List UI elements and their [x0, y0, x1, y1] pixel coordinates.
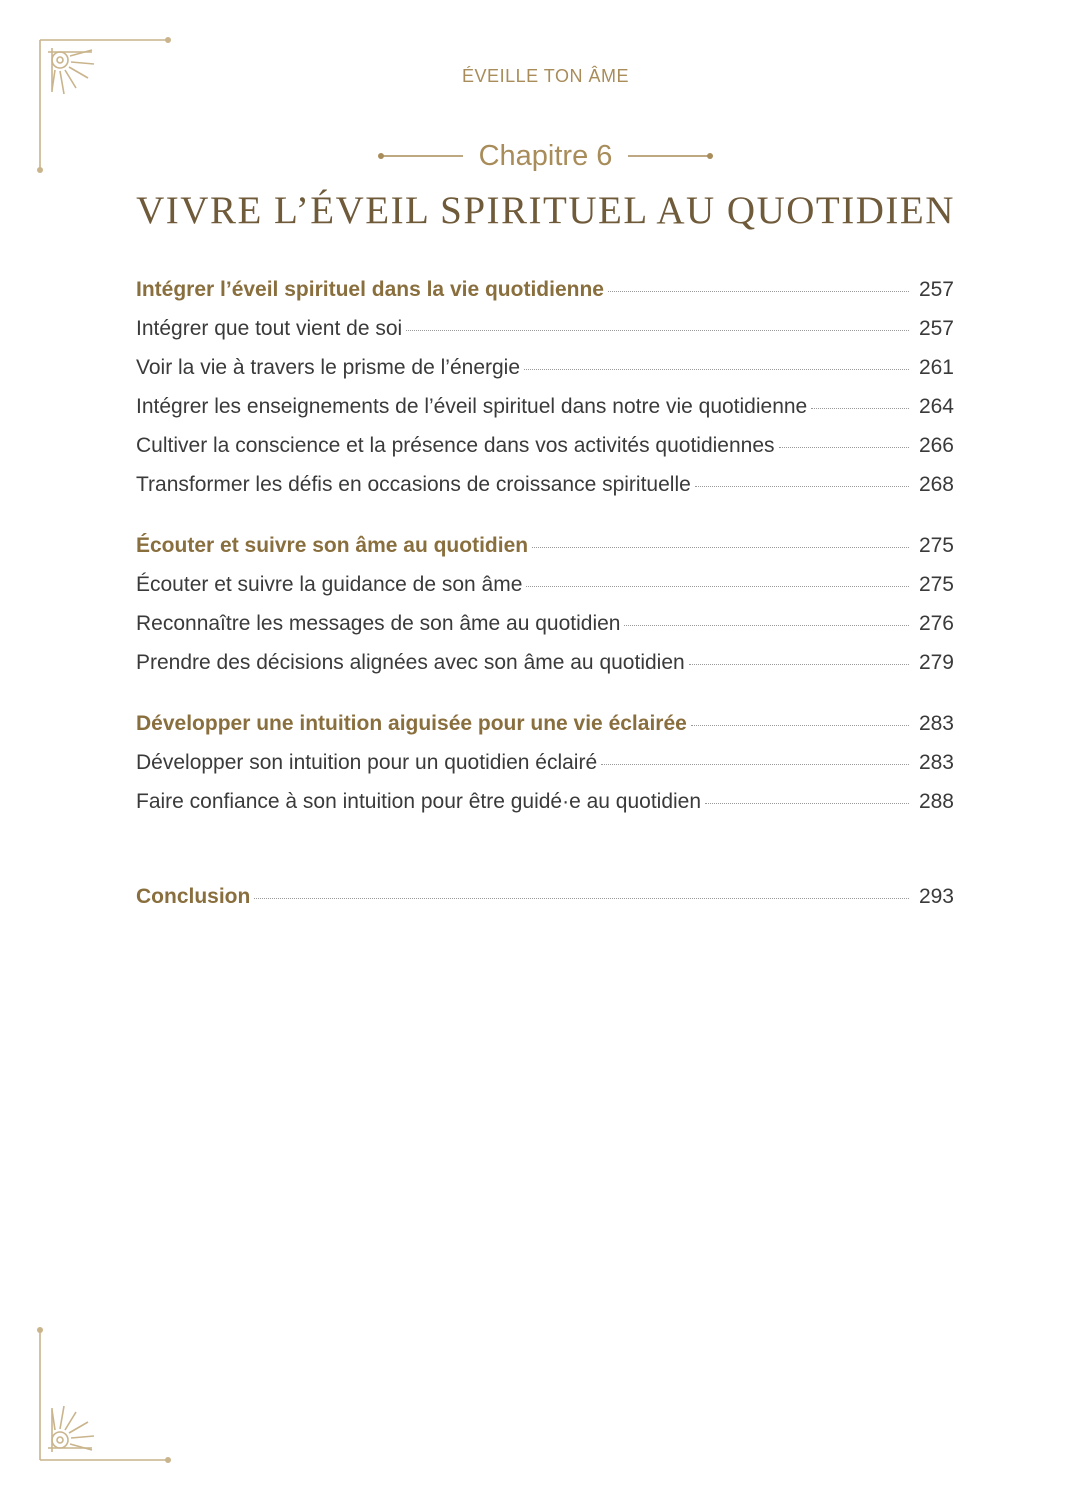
- toc-page-number: 257: [918, 317, 954, 340]
- toc-page-number: 276: [918, 612, 954, 635]
- toc-entry-title: Intégrer les enseignements de l’éveil spirituel dans notre vie quotidienne: [136, 395, 808, 418]
- table-of-contents: [136, 278, 954, 946]
- dot-leader: [779, 447, 909, 448]
- toc-page-number: 266: [918, 434, 954, 457]
- toc-section: [136, 712, 954, 829]
- toc-page-number: 279: [918, 651, 954, 674]
- toc-main-entry[interactable]: [136, 534, 954, 573]
- toc-entry-title: Écouter et suivre la guidance de son âme: [136, 573, 523, 596]
- toc-page-number: 275: [918, 573, 954, 596]
- toc-entry-title: Cultiver la conscience et la présence dans vos activités quotidiennes: [136, 434, 775, 457]
- chapter-label: Chapitre 6: [478, 139, 613, 172]
- toc-entry[interactable]: [136, 434, 954, 473]
- toc-entry-title: Prendre des décisions alignées avec son âme au quotidien: [136, 651, 685, 674]
- toc-entry-title: Transformer les défis en occasions de croissance spirituelle: [136, 473, 691, 496]
- toc-main-entry[interactable]: [136, 278, 954, 317]
- dot-leader: [705, 803, 909, 804]
- toc-page-number: 288: [918, 790, 954, 813]
- toc-entry[interactable]: [136, 751, 954, 790]
- toc-entry[interactable]: [136, 790, 954, 829]
- toc-page-number: 261: [918, 356, 954, 379]
- toc-entry[interactable]: [136, 317, 954, 356]
- toc-section: [136, 534, 954, 690]
- chapter-left-rule-icon: [377, 148, 463, 164]
- chapter-heading: [0, 134, 1091, 178]
- toc-page-number: 275: [918, 534, 954, 557]
- dot-leader: [695, 486, 909, 487]
- toc-entry[interactable]: [136, 612, 954, 651]
- dot-leader: [601, 764, 909, 765]
- toc-conclusion-entry[interactable]: [136, 885, 954, 924]
- toc-entry-title: Écouter et suivre son âme au quotidien: [136, 534, 529, 557]
- running-head: ÉVEILLE TON ÂME: [462, 66, 629, 86]
- toc-conclusion-section: [136, 885, 954, 924]
- dot-leader: [254, 898, 909, 899]
- toc-page-number: 283: [918, 751, 954, 774]
- dot-leader: [691, 725, 909, 726]
- dot-leader: [811, 408, 909, 409]
- dot-leader: [532, 547, 909, 548]
- toc-entry[interactable]: [136, 395, 954, 434]
- toc-page-number: 268: [918, 473, 954, 496]
- toc-page-number: 264: [918, 395, 954, 418]
- dot-leader: [524, 369, 909, 370]
- dot-leader: [406, 330, 909, 331]
- toc-entry-title: Reconnaître les messages de son âme au quotidien: [136, 612, 621, 635]
- toc-entry-title: Développer son intuition pour un quotidien éclairé: [136, 751, 598, 774]
- dot-leader: [526, 586, 909, 587]
- toc-entry-title: Développer une intuition aiguisée pour une vie éclairée: [136, 712, 687, 735]
- toc-entry-title: Intégrer que tout vient de soi: [136, 317, 403, 340]
- toc-main-entry[interactable]: [136, 712, 954, 751]
- toc-section: [136, 278, 954, 512]
- toc-entry-title: Faire confiance à son intuition pour être guidé·e au quotidien: [136, 790, 702, 813]
- toc-entry-title: Conclusion: [136, 885, 251, 908]
- chapter-title: VIVRE L’ÉVEIL SPIRITUEL AU QUOTIDIEN: [136, 189, 955, 232]
- dot-leader: [608, 291, 909, 292]
- toc-entry[interactable]: [136, 651, 954, 690]
- toc-entry-title: Intégrer l’éveil spirituel dans la vie quotidienne: [136, 278, 604, 301]
- toc-entry[interactable]: [136, 473, 954, 512]
- toc-entry[interactable]: [136, 356, 954, 395]
- toc-page-number: 283: [918, 712, 954, 735]
- dot-leader: [689, 664, 909, 665]
- toc-page-number: 257: [918, 278, 954, 301]
- toc-page-number: 293: [918, 885, 954, 908]
- dot-leader: [624, 625, 908, 626]
- toc-entry[interactable]: [136, 573, 954, 612]
- chapter-right-rule-icon: [628, 148, 714, 164]
- toc-entry-title: Voir la vie à travers le prisme de l’énergie: [136, 356, 521, 379]
- bottom-left-corner-ornament-icon: [30, 1320, 180, 1470]
